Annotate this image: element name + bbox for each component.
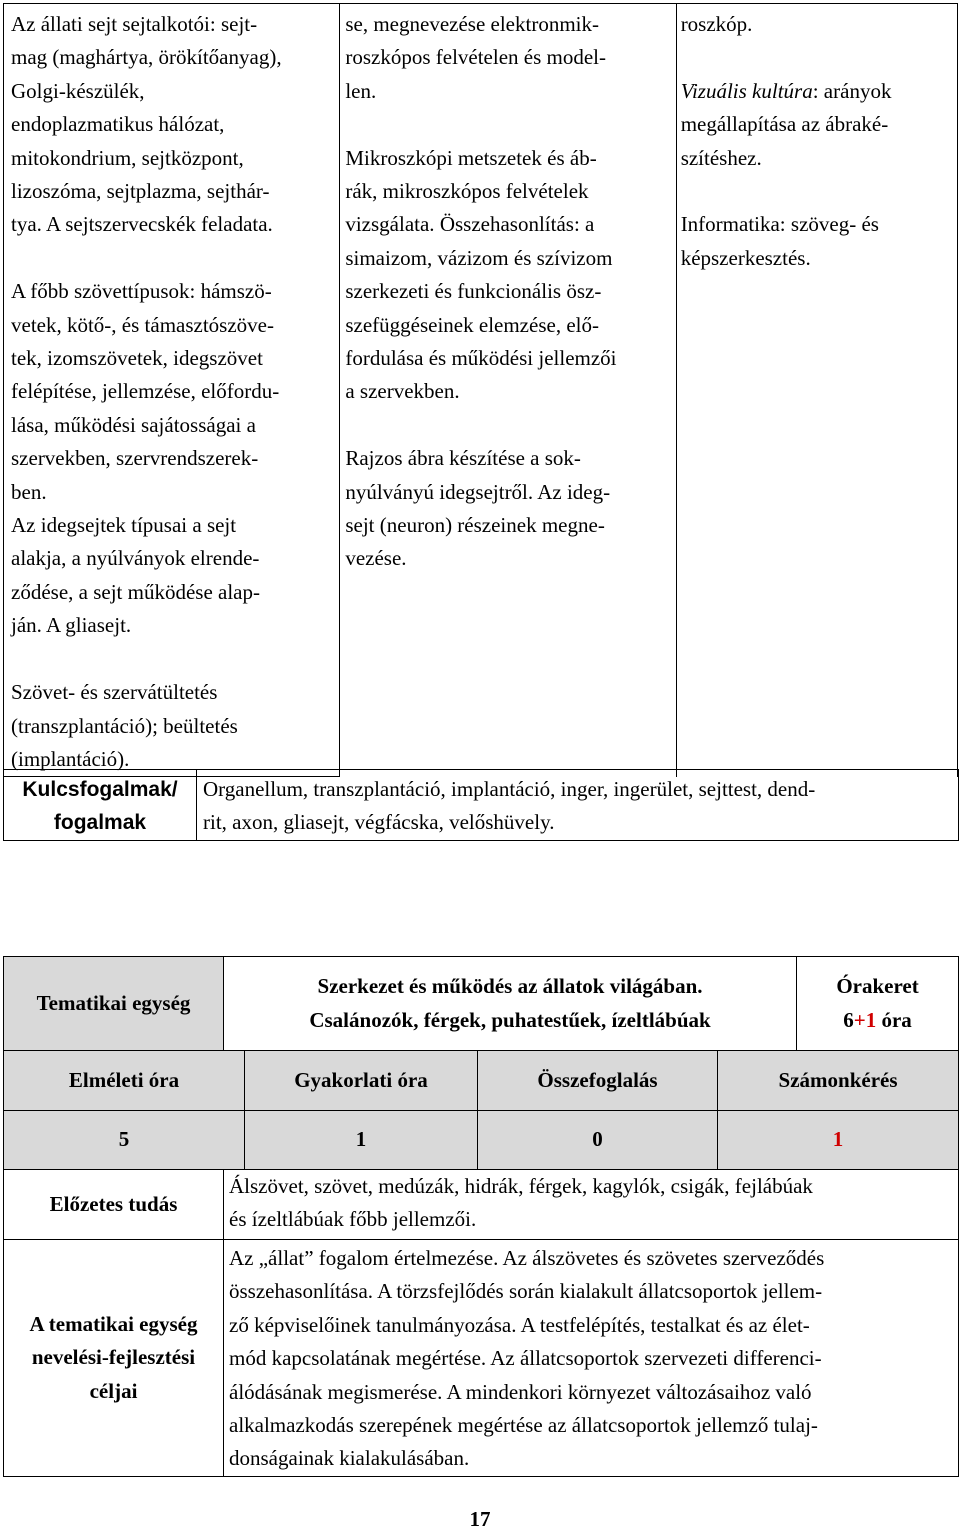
value-theory: 5 — [4, 1111, 245, 1170]
value-assessment: 1 — [718, 1111, 959, 1170]
prior-knowledge-text: Álszövet, szövet, medúzák, hidrák, férgek, kagylók, csigák, fejlábúak és ízeltlábúak főbb jellemzői. — [224, 1170, 959, 1240]
microscopy-paragraph: Mikroszkópi metszetek és áb- rák, mikroszkópos felvételek vizsgálata. Összehasonlítás: a simaizom, vázizom és szívizom szerkezeti és funkcionális ösz- szefüggéseinek elemzése, elő- fordulása és működési jellemzői a szervekben. — [345, 145, 617, 404]
topics-cell — [4, 4, 340, 777]
tissue-types-paragraph: A főbb szövettípusok: hámszö- vetek, kötő-, és támasztószöve- tek, izomszövetek, idegszövet felépítése, jellemzése, előfordu- lása, működési sajátosságai a szervekben, szervrendszerek- ben. — [11, 279, 280, 504]
comparison-label: Összehasonlítás: — [439, 212, 580, 237]
neuron-types-paragraph: Az idegsejtek típusai a sejt alakja, a nyúlványok elrende- ződése, a sejt működése alap- ján. A gliasejt. — [11, 513, 260, 638]
unit-title: Szerkezet és működés az állatok világában. Csalánozók, férgek, puhatestűek, ízeltlábúak — [224, 957, 797, 1051]
hours-value: 6+1 óra — [843, 1007, 912, 1032]
connections-cell — [676, 4, 957, 777]
transplantation-paragraph: Szövet- és szervátültetés (transzplantáció); beültetés (implantáció). — [11, 680, 238, 771]
hours-cell — [797, 957, 959, 1051]
informatics-paragraph: Informatika: szöveg- és képszerkesztés. — [680, 212, 879, 270]
content-table — [3, 3, 958, 777]
hours-label: Órakeret — [836, 974, 919, 999]
key-concepts-label: Kulcsfogalmak/ fogalmak — [4, 770, 197, 841]
prior-knowledge-label: Előzetes tudás — [4, 1170, 224, 1240]
unit-table — [3, 956, 959, 1477]
drawing-paragraph: Rajzos ábra készítése a sok- nyúlványú idegsejtről. Az ideg- sejt (neuron) részeinek megne- vezése. — [345, 446, 611, 571]
value-practice: 1 — [245, 1111, 478, 1170]
value-summary: 0 — [478, 1111, 718, 1170]
header-summary: Összefoglalás — [478, 1051, 718, 1111]
em-image-paragraph: se, megnevezése elektronmik- roszkópos felvételen és model- len. — [345, 12, 607, 103]
header-theory: Elméleti óra — [4, 1051, 245, 1111]
visual-culture-label: Vizuális kultúra — [680, 78, 813, 103]
microscope-fragment: roszkóp. — [680, 12, 753, 36]
activities-cell — [340, 4, 676, 777]
header-practice: Gyakorlati óra — [245, 1051, 478, 1111]
key-concepts-table — [3, 769, 959, 841]
header-assessment: Számonkérés — [718, 1051, 959, 1111]
organelles-paragraph: Az állati sejt sejtalkotói: sejt- mag (maghártya, örökítőanyag), Golgi-készülék, endoplazmatikus hálózat, mitokondrium, sejtközpont, lizoszóma, sejtplazma, sejthár- tya. A sejtszervecskék feladata. — [11, 12, 282, 237]
visual-culture-paragraph: Vizuális kultúra: arányok megállapítása az ábraké- szítéshez. — [680, 78, 892, 170]
unit-label: Tematikai egység — [4, 957, 224, 1051]
page-number: 17 — [469, 1507, 491, 1531]
key-concepts-value: Organellum, transzplantáció, implantáció, inger, ingerület, sejttest, dend- rit, axon, gliasejt, végfácska, velőshüvely. — [197, 770, 959, 841]
goals-label: A tematikai egység nevelési-fejlesztési céljai — [4, 1240, 224, 1477]
goals-text: Az „állat” fogalom értelmezése. Az álszövetes és szövetes szerveződés összehasonlítása. A törzsfejlődés során kialakult állatcsoportok jellem- ző képviselőinek tanulmányozása. A testfelépítés, testalkat és az élet- mód kapcsolatának megértése. Az állatcsoportok szervezeti differenci- álódásának megismerése. A mindenkori környezet változásaihoz való alkalmazkodás szerepének megértése az állatcsoportok jellemző tulaj- donságainak kialakulásában. — [224, 1240, 959, 1477]
